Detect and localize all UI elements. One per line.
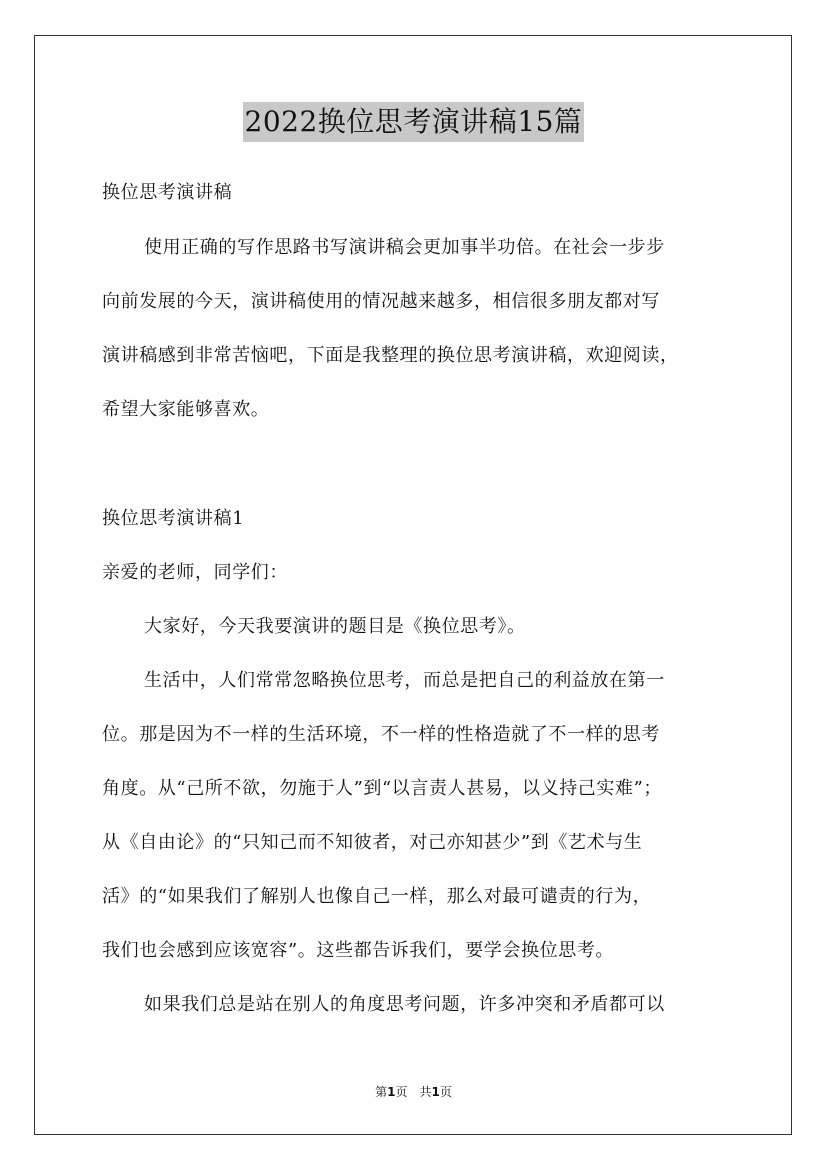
paragraph-line: 角度。从“己所不欲，勿施于人”到“以言责人甚易，以义持己实难”； bbox=[102, 778, 663, 799]
document-heading: 换位思考演讲稿 bbox=[102, 182, 233, 203]
paragraph-line: 如果我们总是站在别人的角度思考问题，许多冲突和矛盾都可以 bbox=[144, 994, 665, 1015]
title-container bbox=[0, 102, 827, 142]
page-number: 1 bbox=[387, 1085, 396, 1099]
paragraph-line: 生活中，人们常常忽略换位思考，而总是把自己的利益放在第一 bbox=[144, 670, 665, 691]
paragraph-line: 我们也会感到应该宽容”。这些都告诉我们，要学会换位思考。 bbox=[102, 940, 614, 961]
paragraph-line: 从《自由论》的“只知己而不知彼者，对己亦知甚少”到《艺术与生 bbox=[102, 832, 643, 853]
document-title: 2022换位思考演讲稿15篇 bbox=[243, 102, 585, 142]
salutation: 亲爱的老师，同学们： bbox=[102, 562, 288, 583]
paragraph-line: 位。那是因为不一样的生活环境，不一样的性格造就了不一样的思考 bbox=[102, 724, 660, 745]
total-pages: 1 bbox=[431, 1085, 440, 1099]
section-heading: 换位思考演讲稿1 bbox=[102, 508, 245, 529]
page-suffix: 页 bbox=[395, 1085, 408, 1099]
intro-line-3: 演讲稿感到非常苦恼吧，下面是我整理的换位思考演讲稿，欢迎阅读， bbox=[102, 345, 679, 366]
paragraph-greeting: 大家好，今天我要演讲的题目是《换位思考》。 bbox=[144, 616, 526, 637]
page-prefix: 第 bbox=[375, 1085, 388, 1099]
total-prefix: 共 bbox=[419, 1085, 432, 1099]
intro-line-1: 使用正确的写作思路书写演讲稿会更加事半功倍。在社会一步步 bbox=[144, 237, 665, 258]
intro-line-4: 希望大家能够喜欢。 bbox=[102, 399, 270, 420]
intro-line-2: 向前发展的今天，演讲稿使用的情况越来越多，相信很多朋友都对写 bbox=[102, 291, 660, 312]
total-suffix: 页 bbox=[439, 1085, 452, 1099]
paragraph-line: 活》的“如果我们了解别人也像自己一样，那么对最可谴责的行为， bbox=[102, 886, 652, 907]
page-footer bbox=[0, 1084, 827, 1100]
